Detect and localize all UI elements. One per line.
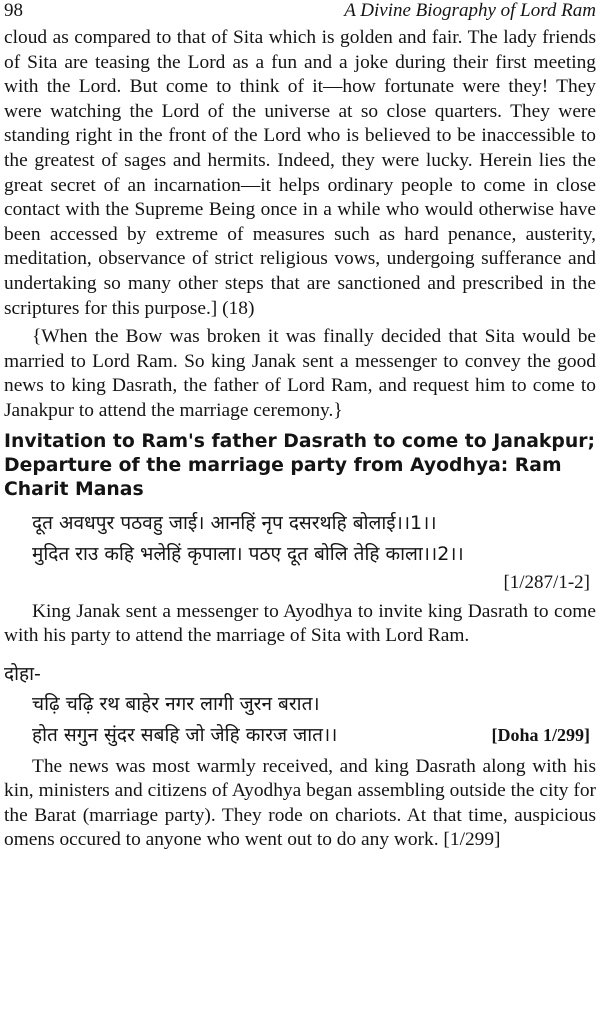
- paragraph-3: King Janak sent a messenger to Ayodhya to invite king Dasrath to come with his party to attend the marriage of Sita with Lord Ram.: [4, 600, 596, 647]
- running-title: A Divine Biography of Lord Ram: [344, 0, 596, 21]
- paragraph-4: The news was most warmly received, and king Dasrath along with his kin, ministers and citizens of Ayodhya began assembling outside the city for the Barat (marriage party). They rode on chariots. At that time, auspicious omens occured to anyone who went out to do any work. [1/299]: [4, 755, 596, 851]
- verse-line-1: दूत अवधपुर पठवहु जाई। आनहिं नृप दसरथहि बोलाई।।1।।: [32, 511, 437, 534]
- doha-line-1-row: [4, 689, 596, 720]
- section-heading-line-2: Departure of the marriage party from Ayodhya: Ram Charit Manas: [4, 454, 562, 500]
- doha-reference: [Doha 1/299]: [491, 724, 590, 745]
- doha-line-2-row: [4, 720, 596, 751]
- section-heading-line-1: Invitation to Ram's father Dasrath to come to Janakpur;: [4, 430, 596, 452]
- page-number: 98: [4, 0, 23, 21]
- paragraph-1: cloud as compared to that of Sita which is golden and fair. The lady friends of Sita are teasing the Lord as a fun and a joke during their first meeting with the Lord. But come to think of it—how fortunate were they! They were watching the Lord of the universe at so close quarters. They were standing right in the front of the Lord who is believed to be inaccessible to the greatest of sages and hermits. Indeed, they were lucky. Herein lies the great secret of an incarnation—it helps ordinary people to come in close contact with the Supreme Being once in a while who would otherwise have been accessed by extreme of measures such as hard penance, austerity, meditation, observance of strict religious vows, undergoing sufferance and undertaking so many other steps that are sanctioned and prescribed in the scriptures for this purpose.] (18): [4, 27, 596, 319]
- verse-block-1: [4, 508, 596, 596]
- paragraph-2: {When the Bow was broken it was finally decided that Sita would be married to Lord Ram. So king Janak sent a messenger to convey the good news to king Dasrath, the father of Lord Ram, and request him to come to Janakpur to attend the marriage ceremony.}: [4, 326, 596, 421]
- doha-line-1: चढ़ि चढ़ि रथ बाहेर नगर लागी जुरन बरात।: [32, 692, 320, 715]
- verse-reference: [1/287/1-2]: [503, 571, 590, 593]
- verse-line-2: मुदित राउ कहि भलेहिं कृपाला। पठए दूत बोलि तेहि काला।।2।।: [32, 542, 464, 565]
- section-heading: [4, 430, 596, 502]
- page-header: [4, 0, 596, 22]
- doha-label: दोहा-: [4, 662, 41, 685]
- doha-line-2: होत सगुन सुंदर सबहि जो जेहि कारज जात।।: [32, 723, 338, 746]
